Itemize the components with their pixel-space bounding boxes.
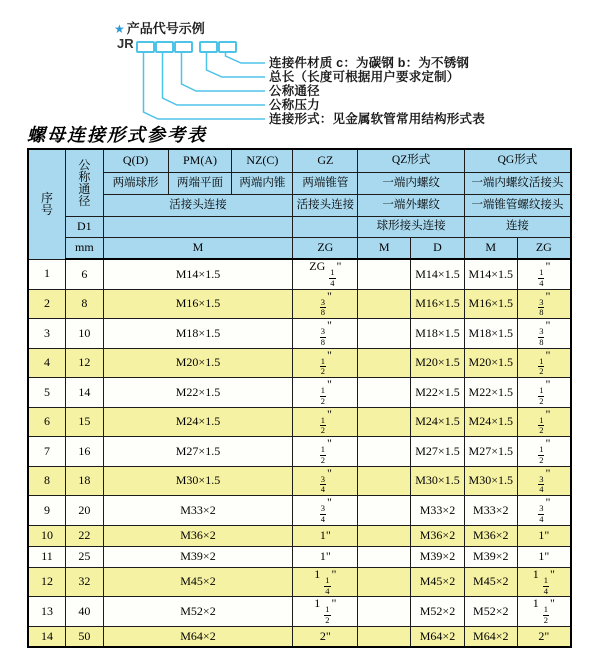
table-title: 螺母连接形式参考表 (27, 125, 207, 146)
table-cell: M39×2 (411, 546, 465, 567)
table-cell: M39×2 (464, 546, 517, 567)
table-cell: M14×1.5 (464, 259, 517, 289)
table-cell: 2" (293, 626, 358, 647)
table-cell: 1 $\frac{1}{4}$ " (293, 567, 358, 597)
table-cell: 50 (66, 626, 104, 647)
header-cell: 公 称 通 径 (66, 149, 104, 216)
table-cell: M20×1.5 (464, 348, 517, 378)
table-cell: 1" (293, 546, 358, 567)
row-seq-cell: 11 (28, 546, 66, 567)
header-cell: 两端锥管 (293, 172, 358, 194)
row-seq-cell: 12 (28, 567, 66, 597)
table-row (28, 348, 571, 378)
table-cell (358, 259, 411, 289)
table-cell: 32 (66, 567, 104, 597)
table-cell: M33×2 (464, 496, 517, 526)
header-row (28, 149, 571, 172)
row-seq-cell: 7 (28, 437, 66, 467)
row-seq-cell: 14 (28, 626, 66, 647)
header-cell: ZG (517, 237, 571, 259)
table-cell: M36×2 (464, 525, 517, 546)
table-cell: $\frac{3}{4}$ " (517, 496, 571, 526)
header-cell: 连接 (464, 216, 571, 237)
table-cell: M16×1.5 (411, 289, 465, 319)
row-seq-cell: 13 (28, 597, 66, 627)
table-cell: M30×1.5 (464, 466, 517, 496)
table-cell: M52×2 (411, 597, 465, 627)
table-cell: $\frac{1}{2}$ " (517, 407, 571, 437)
table-cell: 18 (66, 466, 104, 496)
table-cell: M20×1.5 (103, 348, 293, 378)
table-cell (358, 466, 411, 496)
table-cell: M27×1.5 (411, 437, 465, 467)
star-icon: ★ (114, 22, 125, 36)
row-seq-cell: 1 (28, 259, 66, 289)
table-cell: 14 (66, 378, 104, 408)
table-cell: $\frac{3}{4}$ " (293, 466, 358, 496)
table-cell (358, 626, 411, 647)
code-label-material: 连接件材质 c：为碳钢 b：为不锈钢 (269, 55, 470, 70)
table-cell: M39×2 (103, 546, 293, 567)
table-cell: M16×1.5 (464, 289, 517, 319)
row-seq-cell: 10 (28, 525, 66, 546)
header-cell: 序 号 (28, 149, 66, 259)
table-cell: 1 $\frac{1}{2}$ " (293, 597, 358, 627)
table-cell: 25 (66, 546, 104, 567)
table-cell: $\frac{1}{2}$ " (293, 348, 358, 378)
table-cell: M45×2 (464, 567, 517, 597)
header-cell: mm (66, 237, 104, 259)
table-cell (358, 525, 411, 546)
table-header (28, 149, 571, 259)
table-cell: M27×1.5 (103, 437, 293, 467)
header-row (28, 237, 571, 259)
table-cell: M52×2 (103, 597, 293, 627)
nut-connection-reference-table (27, 148, 572, 648)
header-cell: 活接头连接 (293, 194, 358, 216)
header-cell: D (411, 237, 465, 259)
code-label-connection: 连接形式：见金属软管常用结构形式表 (269, 111, 485, 126)
table-cell: 1" (517, 525, 571, 546)
table-cell: M24×1.5 (411, 407, 465, 437)
table-row (28, 407, 571, 437)
table-cell: $\frac{3}{4}$ " (517, 466, 571, 496)
table-row (28, 378, 571, 408)
table-cell (358, 407, 411, 437)
table-row (28, 546, 571, 567)
table-cell: M16×1.5 (103, 289, 293, 319)
header-cell: Q(D) (103, 149, 168, 172)
row-seq-cell: 4 (28, 348, 66, 378)
code-label-diameter: 公称通径 (269, 83, 320, 98)
header-row (28, 194, 571, 216)
table-cell (358, 437, 411, 467)
table-cell: 20 (66, 496, 104, 526)
table-cell: 8 (66, 289, 104, 319)
table-cell: M45×2 (411, 567, 465, 597)
table-cell: M24×1.5 (464, 407, 517, 437)
header-cell (293, 216, 358, 237)
table-cell: M52×2 (464, 597, 517, 627)
table-cell: M64×2 (464, 626, 517, 647)
header-cell: 两端球形 (103, 172, 168, 194)
table-cell: $\frac{1}{2}$ " (293, 407, 358, 437)
table-cell: $\frac{1}{4}$ " (517, 259, 571, 289)
header-cell: M (464, 237, 517, 259)
table-cell: $\frac{3}{4}$ " (293, 496, 358, 526)
row-seq-cell: 5 (28, 378, 66, 408)
table-row (28, 525, 571, 546)
table-cell: M30×1.5 (103, 466, 293, 496)
header-cell: 一端锥管螺纹接头 (464, 194, 571, 216)
table-cell: $\frac{1}{2}$ " (517, 437, 571, 467)
header-cell: 活接头连接 (103, 194, 293, 216)
table-cell: 22 (66, 525, 104, 546)
table-row (28, 437, 571, 467)
header-cell: NZ(C) (232, 149, 293, 172)
table-cell: 10 (66, 319, 104, 349)
table-row (28, 597, 571, 627)
table-cell: M33×2 (103, 496, 293, 526)
table-cell: 40 (66, 597, 104, 627)
table-cell: M18×1.5 (411, 319, 465, 349)
row-seq-cell: 8 (28, 466, 66, 496)
product-code-diagram (0, 0, 600, 126)
table-cell: M36×2 (103, 525, 293, 546)
table-cell: M27×1.5 (464, 437, 517, 467)
table-row (28, 466, 571, 496)
header-cell: 两端内锥 (232, 172, 293, 194)
table-cell: 6 (66, 259, 104, 289)
table-cell: $\frac{3}{8}$ " (293, 319, 358, 349)
table-cell: $\frac{1}{2}$ " (293, 378, 358, 408)
table-cell: $\frac{3}{8}$ " (293, 289, 358, 319)
header-cell (103, 216, 293, 237)
code-label-length: 总长（长度可根据用户要求定制） (269, 69, 460, 84)
table-cell: $\frac{1}{2}$ " (293, 437, 358, 467)
table-row (28, 626, 571, 647)
table-cell: ZG $\frac{1}{4}$ " (293, 259, 358, 289)
table-cell: M22×1.5 (411, 378, 465, 408)
header-cell: PM(A) (168, 149, 232, 172)
table-row (28, 319, 571, 349)
row-seq-cell: 2 (28, 289, 66, 319)
table-cell: 1" (293, 525, 358, 546)
table-cell: 1 $\frac{1}{2}$ " (517, 597, 571, 627)
table-row (28, 289, 571, 319)
table-cell (358, 567, 411, 597)
table-cell: M20×1.5 (411, 348, 465, 378)
table-cell: $\frac{3}{8}$ " (517, 319, 571, 349)
table-cell: $\frac{3}{8}$ " (517, 289, 571, 319)
table-body (28, 259, 571, 647)
diagram-heading-text: 产品代号示例 (126, 21, 205, 36)
table-cell: M22×1.5 (103, 378, 293, 408)
row-seq-cell: 6 (28, 407, 66, 437)
table-cell (358, 378, 411, 408)
table-cell (358, 289, 411, 319)
code-label-pressure: 公称压力 (269, 97, 320, 112)
table-cell: M14×1.5 (103, 259, 293, 289)
header-cell: QG形式 (464, 149, 571, 172)
table-cell: $\frac{1}{2}$ " (517, 348, 571, 378)
table-cell (358, 319, 411, 349)
table-cell: M36×2 (411, 525, 465, 546)
header-cell: 一端外螺纹 (358, 194, 465, 216)
table-cell: $\frac{1}{2}$ " (517, 378, 571, 408)
table-cell: M14×1.5 (411, 259, 465, 289)
row-seq-cell: 3 (28, 319, 66, 349)
table-cell: M18×1.5 (103, 319, 293, 349)
table-cell (358, 348, 411, 378)
row-seq-cell: 9 (28, 496, 66, 526)
table-row (28, 259, 571, 289)
header-cell: 一端内螺纹活接头 (464, 172, 571, 194)
table-cell: 16 (66, 437, 104, 467)
table-cell: M22×1.5 (464, 378, 517, 408)
table-cell: 12 (66, 348, 104, 378)
table-row (28, 567, 571, 597)
table-cell: 15 (66, 407, 104, 437)
header-cell: D1 (66, 216, 104, 237)
table-cell (358, 597, 411, 627)
code-prefix: JR (117, 36, 134, 51)
table-cell: 1 $\frac{1}{4}$ " (517, 567, 571, 597)
code-dash: - (188, 33, 193, 50)
header-cell: 球形接头连接 (358, 216, 465, 237)
table-cell (358, 496, 411, 526)
table-cell (358, 546, 411, 567)
table-cell: M18×1.5 (464, 319, 517, 349)
table-cell: M64×2 (103, 626, 293, 647)
header-cell: M (358, 237, 411, 259)
header-row (28, 172, 571, 194)
header-cell: M (103, 237, 293, 259)
header-cell: 一端内螺纹 (358, 172, 465, 194)
table-cell: M64×2 (411, 626, 465, 647)
table-cell: 2" (517, 626, 571, 647)
header-cell: 两端平面 (168, 172, 232, 194)
table-cell: M30×1.5 (411, 466, 465, 496)
header-row (28, 216, 571, 237)
header-cell: GZ (293, 149, 358, 172)
table-cell: 1" (517, 546, 571, 567)
table-cell: M45×2 (103, 567, 293, 597)
table-cell: M33×2 (411, 496, 465, 526)
header-cell: ZG (293, 237, 358, 259)
table-cell: M24×1.5 (103, 407, 293, 437)
table-row (28, 496, 571, 526)
header-cell: QZ形式 (358, 149, 465, 172)
